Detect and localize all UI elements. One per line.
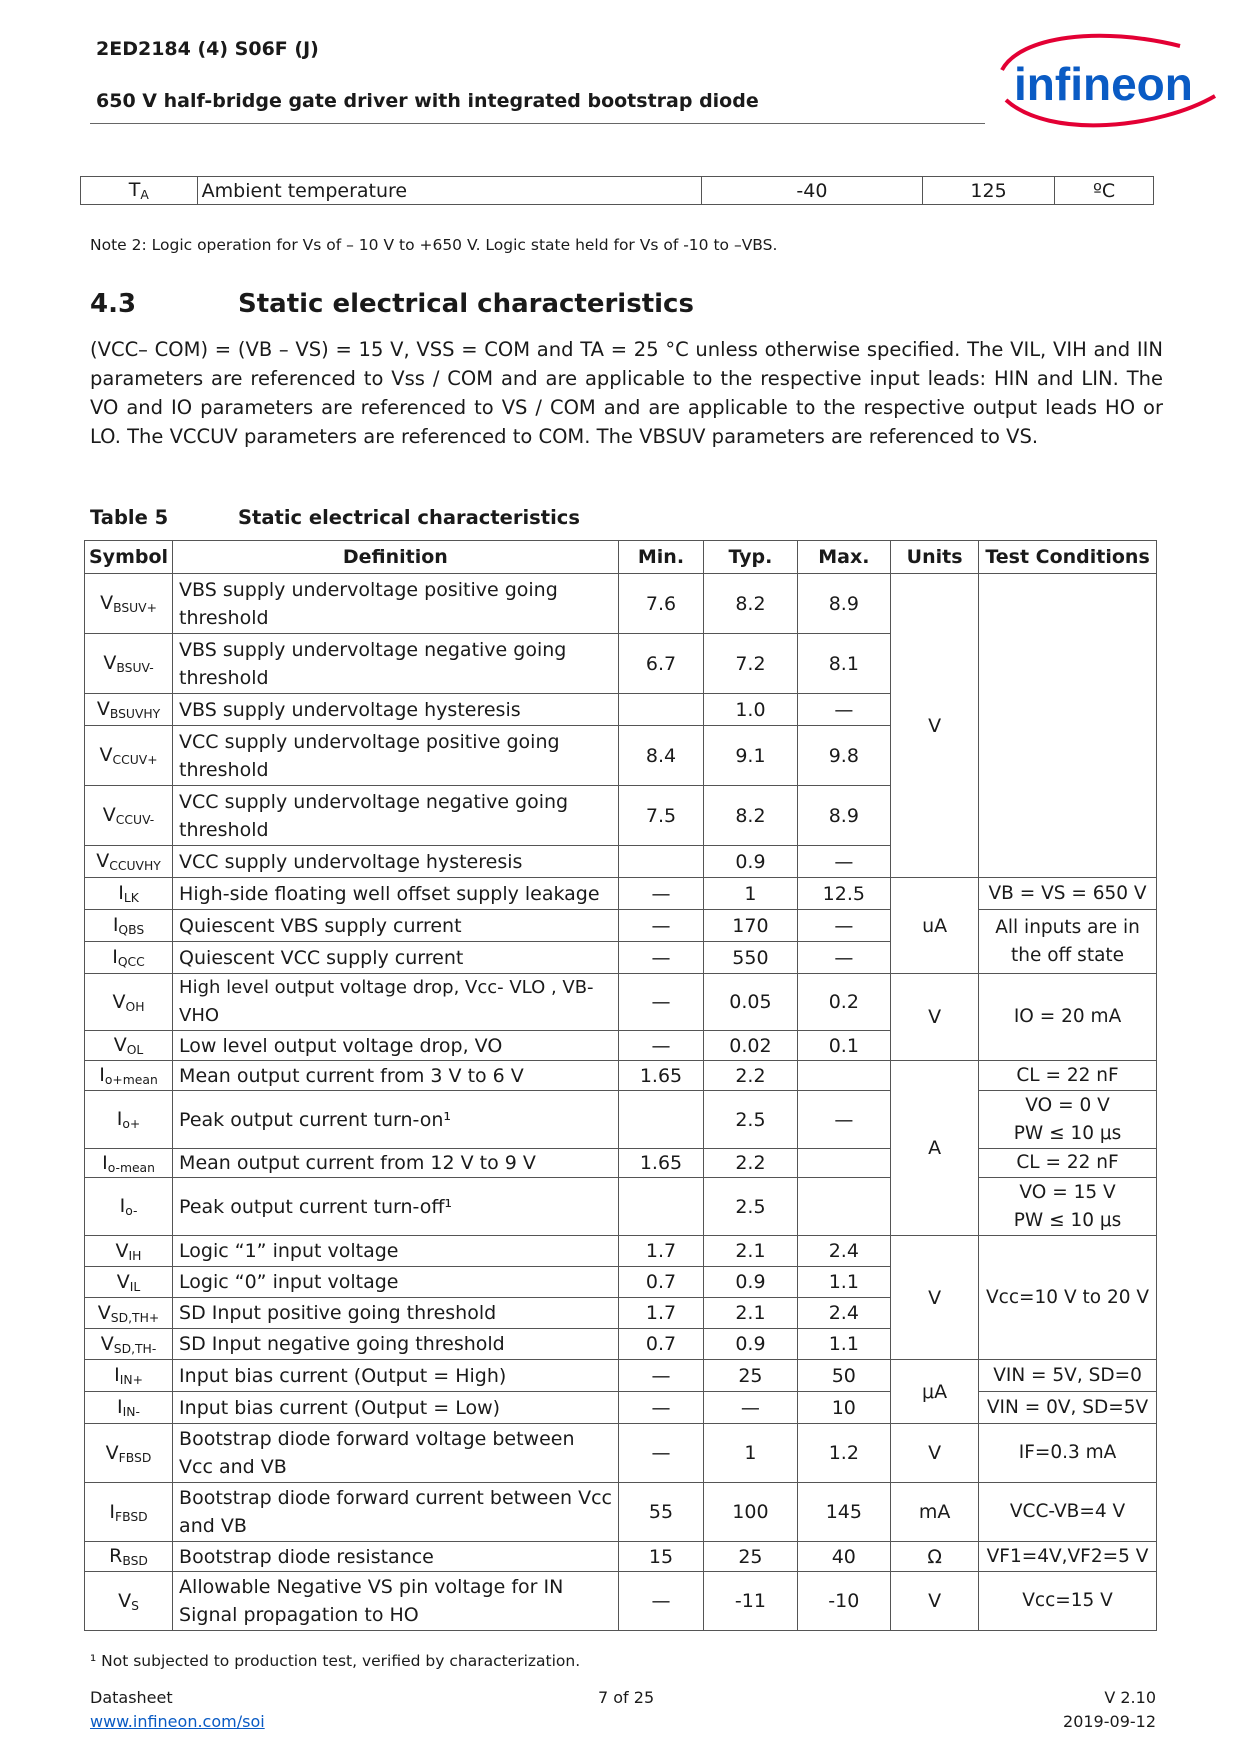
max-cell: 12.5	[797, 878, 891, 910]
max-cell: 1.1	[797, 1329, 891, 1360]
max-cell	[797, 1178, 891, 1236]
test-cell: VO = 0 V PW ≤ 10 μs	[979, 1091, 1157, 1149]
test-cell: VIN = 5V, SD=0	[979, 1360, 1157, 1392]
symbol-cell: $V_{CCUV+}$	[85, 726, 173, 786]
units-cell: uA	[891, 878, 979, 974]
min-cell: —	[618, 910, 704, 942]
temp-max: 125	[922, 177, 1054, 205]
header-typ: Typ.	[704, 541, 797, 574]
symbol-cell: $I_{LK}$	[85, 878, 173, 910]
min-cell: 1.7	[618, 1236, 704, 1267]
symbol-cell: $V_{CCUV-}$	[85, 786, 173, 846]
test-cell: Vcc=15 V	[979, 1572, 1157, 1631]
definition-cell: Bootstrap diode forward voltage between Vcc and VB	[173, 1424, 619, 1483]
test-cell: VCC-VB=4 V	[979, 1483, 1157, 1542]
typ-cell: 25	[704, 1542, 797, 1572]
max-cell: —	[797, 1091, 891, 1149]
header-min: Min.	[618, 541, 704, 574]
max-cell: —	[797, 846, 891, 878]
typ-cell: 2.1	[704, 1236, 797, 1267]
symbol-cell: $I_{FBSD}$	[85, 1483, 173, 1542]
max-cell: 2.4	[797, 1298, 891, 1329]
max-cell	[797, 1061, 891, 1091]
max-cell: 40	[797, 1542, 891, 1572]
table-row	[85, 574, 1157, 634]
table-row	[85, 1392, 1157, 1424]
typ-cell: 25	[704, 1360, 797, 1392]
test-cell: CL = 22 nF	[979, 1061, 1157, 1091]
test-cell: VO = 15 V PW ≤ 10 μs	[979, 1178, 1157, 1236]
definition-cell: VBS supply undervoltage negative going threshold	[173, 634, 619, 694]
typ-cell: 1.0	[704, 694, 797, 726]
document-description: 650 V half-bridge gate driver with integrated bootstrap diode	[96, 90, 759, 112]
definition-cell: High level output voltage drop, Vcc- VLO , VB- VHO	[173, 974, 619, 1031]
note-2: Note 2: Logic operation for Vs of – 10 V to +650 V. Logic state held for Vs of -10 to –VBS.	[90, 236, 778, 254]
test-cell: VIN = 0V, SD=5V	[979, 1392, 1157, 1424]
footer-website-link[interactable]: www.infineon.com/soi	[90, 1712, 265, 1731]
definition-cell: Allowable Negative VS pin voltage for IN Signal propagation to HO	[173, 1572, 619, 1631]
units-cell: A	[891, 1061, 979, 1236]
typ-cell: 550	[704, 942, 797, 974]
definition-cell: Input bias current (Output = Low)	[173, 1392, 619, 1424]
footnote: ¹ Not subjected to production test, verified by characterization.	[90, 1652, 581, 1670]
max-cell: 145	[797, 1483, 891, 1542]
definition-cell: VBS supply undervoltage hysteresis	[173, 694, 619, 726]
min-cell: 7.5	[618, 786, 704, 846]
test-cell	[979, 574, 1157, 878]
footer-date: 2019-09-12	[1063, 1712, 1156, 1731]
max-cell: 10	[797, 1392, 891, 1424]
definition-cell: Input bias current (Output = High)	[173, 1360, 619, 1392]
definition-cell: SD Input negative going threshold	[173, 1329, 619, 1360]
units-cell: μA	[891, 1360, 979, 1424]
table-row	[85, 1091, 1157, 1149]
infineon-logo	[990, 28, 1225, 128]
units-cell: V	[891, 974, 979, 1061]
typ-cell: 2.1	[704, 1298, 797, 1329]
table-row	[85, 1061, 1157, 1091]
table-row	[85, 974, 1157, 1031]
min-cell	[618, 694, 704, 726]
table-row	[85, 1236, 1157, 1267]
section-number: 4.3	[90, 289, 137, 319]
min-cell	[618, 846, 704, 878]
logo-wordmark: infineon	[1014, 58, 1193, 110]
test-cell: Vcc=10 V to 20 V	[979, 1236, 1157, 1360]
temp-definition: Ambient temperature	[197, 177, 701, 205]
max-cell: 8.9	[797, 574, 891, 634]
symbol-cell: $V_{BSUVHY}$	[85, 694, 173, 726]
definition-cell: Quiescent VBS supply current	[173, 910, 619, 942]
footer-doc-type: Datasheet	[90, 1688, 173, 1707]
symbol-cell: $I_{o+}$	[85, 1091, 173, 1149]
typ-cell: 8.2	[704, 786, 797, 846]
symbol-cell: $V_{IH}$	[85, 1236, 173, 1267]
max-cell: 1.1	[797, 1267, 891, 1298]
typ-cell: 100	[704, 1483, 797, 1542]
min-cell: 6.7	[618, 634, 704, 694]
typ-cell: 2.5	[704, 1091, 797, 1149]
test-cell: IO = 20 mA	[979, 974, 1157, 1061]
min-cell: —	[618, 1424, 704, 1483]
min-cell: —	[618, 878, 704, 910]
max-cell	[797, 1149, 891, 1178]
definition-cell: Mean output current from 12 V to 9 V	[173, 1149, 619, 1178]
table-row	[85, 1572, 1157, 1631]
typ-cell: 0.02	[704, 1031, 797, 1061]
symbol-cell: $V_{SD,TH-}$	[85, 1329, 173, 1360]
test-cell: CL = 22 nF	[979, 1149, 1157, 1178]
definition-cell: VCC supply undervoltage negative going threshold	[173, 786, 619, 846]
symbol-cell: $V_{OH}$	[85, 974, 173, 1031]
section-paragraph: (VCC– COM) = (VB – VS) = 15 V, VSS = COM and TA = 25 °C unless otherwise specified. The VIL, VIH and IIN parameters are referenced to Vss / COM and are applicable to the respective input leads: HIN and LIN. The VO and IO parameters are referenced to VS / COM and are applicable to the respective output leads HO or LO. The VCCUV parameters are referenced to COM. The VBSUV parameters are referenced to VS.	[90, 338, 1163, 448]
section-title: Static electrical characteristics	[238, 289, 694, 319]
symbol-cell: $V_{FBSD}$	[85, 1424, 173, 1483]
definition-cell: Bootstrap diode resistance	[173, 1542, 619, 1572]
header-rule	[90, 123, 985, 124]
header-units: Units	[891, 541, 979, 574]
document-part-number: 2ED2184 (4) S06F (J)	[96, 38, 319, 60]
definition-cell: VCC supply undervoltage positive going threshold	[173, 726, 619, 786]
max-cell: 1.2	[797, 1424, 891, 1483]
typ-cell: 8.2	[704, 574, 797, 634]
min-cell: —	[618, 1031, 704, 1061]
definition-cell: VCC supply undervoltage hysteresis	[173, 846, 619, 878]
typ-cell: 170	[704, 910, 797, 942]
definition-cell: Peak output current turn-on¹	[173, 1091, 619, 1149]
table-row	[85, 1483, 1157, 1542]
test-cell: All inputs are in the off state	[979, 910, 1157, 974]
units-cell: V	[891, 574, 979, 878]
typ-cell: 0.9	[704, 1267, 797, 1298]
typ-cell: 1	[704, 878, 797, 910]
min-cell: —	[618, 942, 704, 974]
table-caption-number: Table 5	[90, 506, 169, 529]
typ-cell: 9.1	[704, 726, 797, 786]
table-row	[85, 1149, 1157, 1178]
symbol-cell: $I_{IN-}$	[85, 1392, 173, 1424]
symbol-cell: $V_{BSUV+}$	[85, 574, 173, 634]
definition-cell: Low level output voltage drop, VO	[173, 1031, 619, 1061]
min-cell: —	[618, 1572, 704, 1631]
units-cell: V	[891, 1572, 979, 1631]
definition-cell: Peak output current turn-off¹	[173, 1178, 619, 1236]
min-cell: —	[618, 1392, 704, 1424]
units-cell: V	[891, 1424, 979, 1483]
typ-cell: —	[704, 1392, 797, 1424]
table-header-row	[85, 541, 1157, 574]
temp-symbol-cell: $T_A$	[81, 177, 198, 205]
typ-cell: 0.9	[704, 846, 797, 878]
table-row	[85, 910, 1157, 942]
min-cell: 55	[618, 1483, 704, 1542]
max-cell: 2.4	[797, 1236, 891, 1267]
symbol-cell: $R_{BSD}$	[85, 1542, 173, 1572]
symbol-cell: $V_{CCUVHY}$	[85, 846, 173, 878]
min-cell: 1.65	[618, 1149, 704, 1178]
table-row	[85, 1542, 1157, 1572]
header-definition: Definition	[173, 541, 619, 574]
symbol-cell: $I_{o-mean}$	[85, 1149, 173, 1178]
definition-cell: Quiescent VCC supply current	[173, 942, 619, 974]
min-cell: —	[618, 1360, 704, 1392]
definition-cell: SD Input positive going threshold	[173, 1298, 619, 1329]
definition-cell: High-side floating well offset supply leakage	[173, 878, 619, 910]
definition-cell: Bootstrap diode forward current between Vcc and VB	[173, 1483, 619, 1542]
min-cell: 8.4	[618, 726, 704, 786]
test-cell: VF1=4V,VF2=5 V	[979, 1542, 1157, 1572]
units-cell: V	[891, 1236, 979, 1360]
max-cell: 50	[797, 1360, 891, 1392]
symbol-cell: $V_S$	[85, 1572, 173, 1631]
static-characteristics-table	[84, 540, 1157, 1631]
max-cell: -10	[797, 1572, 891, 1631]
test-cell: IF=0.3 mA	[979, 1424, 1157, 1483]
typ-cell: 2.5	[704, 1178, 797, 1236]
table-row	[85, 1178, 1157, 1236]
definition-cell: Logic “1” input voltage	[173, 1236, 619, 1267]
definition-cell: Mean output current from 3 V to 6 V	[173, 1061, 619, 1091]
table-row	[85, 1360, 1157, 1392]
temp-units: ºC	[1055, 177, 1154, 205]
ambient-temperature-row	[80, 176, 1154, 205]
typ-cell: 0.9	[704, 1329, 797, 1360]
typ-cell: 1	[704, 1424, 797, 1483]
min-cell: 1.7	[618, 1298, 704, 1329]
footer-version: V 2.10	[1104, 1688, 1156, 1707]
max-cell: 0.1	[797, 1031, 891, 1061]
max-cell: 8.9	[797, 786, 891, 846]
symbol-cell: $I_{QCC}$	[85, 942, 173, 974]
typ-cell: -11	[704, 1572, 797, 1631]
max-cell: —	[797, 910, 891, 942]
min-cell: 1.65	[618, 1061, 704, 1091]
symbol-cell: $I_{QBS}$	[85, 910, 173, 942]
typ-cell: 0.05	[704, 974, 797, 1031]
units-cell: Ω	[891, 1542, 979, 1572]
max-cell: —	[797, 694, 891, 726]
table-caption-title: Static electrical characteristics	[238, 506, 580, 529]
temp-min: -40	[701, 177, 922, 205]
symbol-cell: $V_{OL}$	[85, 1031, 173, 1061]
symbol-cell: $V_{BSUV-}$	[85, 634, 173, 694]
max-cell: 8.1	[797, 634, 891, 694]
typ-cell: 2.2	[704, 1061, 797, 1091]
min-cell: 15	[618, 1542, 704, 1572]
min-cell: 7.6	[618, 574, 704, 634]
typ-cell: 7.2	[704, 634, 797, 694]
symbol-cell: $I_{o-}$	[85, 1178, 173, 1236]
min-cell	[618, 1178, 704, 1236]
header-max: Max.	[797, 541, 891, 574]
max-cell: 0.2	[797, 974, 891, 1031]
typ-cell: 2.2	[704, 1149, 797, 1178]
header-test-conditions: Test Conditions	[979, 541, 1157, 574]
min-cell	[618, 1091, 704, 1149]
min-cell: 0.7	[618, 1329, 704, 1360]
symbol-cell: $I_{o+mean}$	[85, 1061, 173, 1091]
footer-page-number: 7 of 25	[598, 1688, 655, 1707]
table-row	[85, 1424, 1157, 1483]
max-cell: —	[797, 942, 891, 974]
definition-cell: VBS supply undervoltage positive going threshold	[173, 574, 619, 634]
min-cell: —	[618, 974, 704, 1031]
symbol-cell: $V_{SD,TH+}$	[85, 1298, 173, 1329]
units-cell: mA	[891, 1483, 979, 1542]
symbol-cell: $I_{IN+}$	[85, 1360, 173, 1392]
definition-cell: Logic “0” input voltage	[173, 1267, 619, 1298]
header-symbol: Symbol	[85, 541, 173, 574]
table-row	[85, 878, 1157, 910]
max-cell: 9.8	[797, 726, 891, 786]
symbol-cell: $V_{IL}$	[85, 1267, 173, 1298]
min-cell: 0.7	[618, 1267, 704, 1298]
test-cell: VB = VS = 650 V	[979, 878, 1157, 910]
